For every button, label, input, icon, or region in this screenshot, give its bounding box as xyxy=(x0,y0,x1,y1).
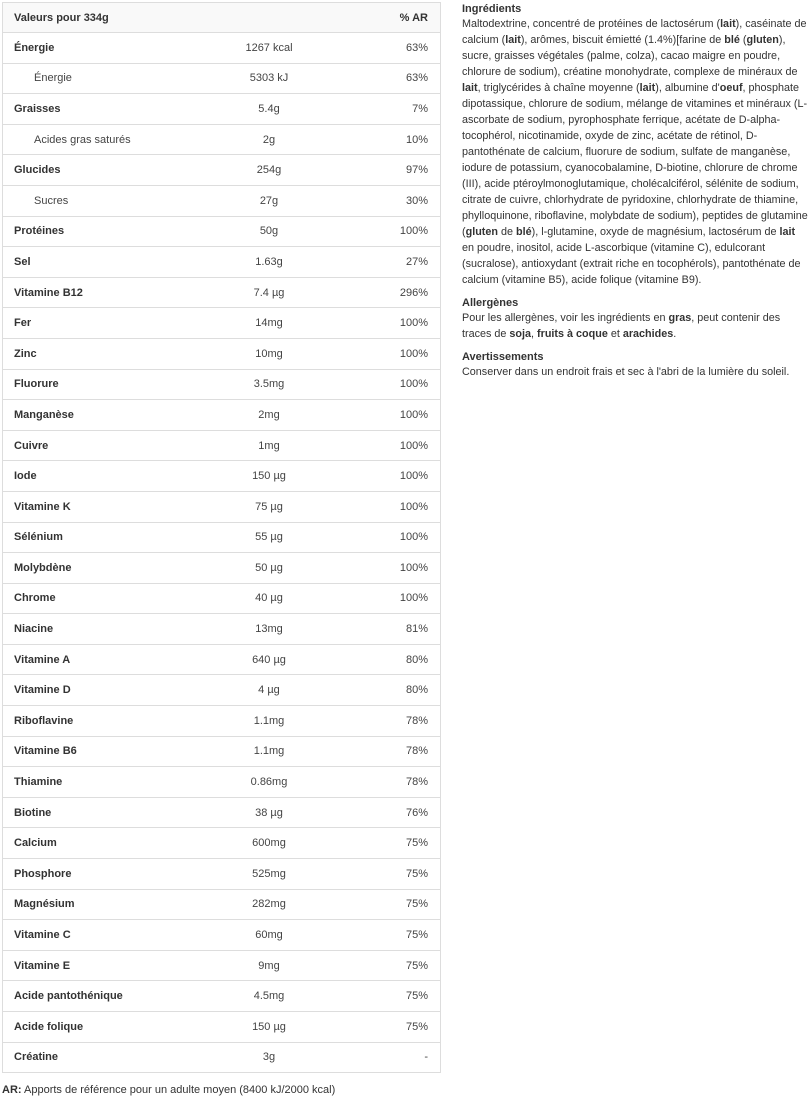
nutrient-name: Vitamine C xyxy=(3,920,184,951)
nutrient-name: Manganèse xyxy=(3,400,184,431)
nutrient-amount: 2mg xyxy=(184,400,354,431)
table-row xyxy=(3,767,440,798)
nutrient-ar-percent: 78% xyxy=(354,706,440,737)
ar-footnote xyxy=(2,1084,335,1096)
table-row xyxy=(3,675,440,706)
nutrient-name: Sel xyxy=(3,247,184,278)
table-row xyxy=(3,491,440,522)
allergen-highlight: lait xyxy=(779,226,796,238)
allergen-highlight: fruits à coque xyxy=(537,328,608,340)
table-row xyxy=(3,522,440,553)
nutrient-name: Biotine xyxy=(3,797,184,828)
nutrient-ar-percent: 27% xyxy=(354,247,440,278)
nutrient-ar-percent: 76% xyxy=(354,797,440,828)
nutrient-amount: 27g xyxy=(184,185,354,216)
footnote-label: AR: xyxy=(2,1084,22,1096)
nutrient-name: Magnésium xyxy=(3,889,184,920)
table-row xyxy=(3,216,440,247)
table-row xyxy=(3,185,440,216)
text-segment: ( xyxy=(739,34,747,46)
nutrient-name: Vitamine B12 xyxy=(3,277,184,308)
nutrient-amount: 1.63g xyxy=(184,247,354,278)
nutrient-ar-percent: 100% xyxy=(354,400,440,431)
table-row xyxy=(3,369,440,400)
table-row xyxy=(3,981,440,1012)
nutrient-name: Sélénium xyxy=(3,522,184,553)
warnings-text: Conserver dans un endroit frais et sec à l'abri de la lumière du soleil. xyxy=(462,366,790,378)
table-row xyxy=(3,1042,440,1072)
allergen-highlight: lait xyxy=(462,82,478,94)
nutrient-amount: 4.5mg xyxy=(184,981,354,1012)
header-ar: % AR xyxy=(354,3,440,33)
nutrient-name: Vitamine E xyxy=(3,950,184,981)
table-row xyxy=(3,124,440,155)
nutrient-ar-percent: 10% xyxy=(354,124,440,155)
nutrient-name: Riboflavine xyxy=(3,706,184,737)
table-row xyxy=(3,553,440,584)
nutrient-ar-percent: 75% xyxy=(354,1012,440,1043)
nutrient-name: Molybdène xyxy=(3,553,184,584)
nutrient-ar-percent: 296% xyxy=(354,277,440,308)
nutrient-ar-percent: 100% xyxy=(354,430,440,461)
product-info-column xyxy=(462,2,810,388)
text-segment: ), l-glutamine, oxyde de magnésium, lactosérum de xyxy=(531,226,780,238)
table-row xyxy=(3,706,440,737)
nutrient-ar-percent: 80% xyxy=(354,644,440,675)
allergens-text xyxy=(462,310,810,342)
nutrient-ar-percent: 78% xyxy=(354,767,440,798)
nutrient-ar-percent: 63% xyxy=(354,33,440,64)
nutrient-amount: 640 µg xyxy=(184,644,354,675)
nutrient-name: Graisses xyxy=(3,94,184,125)
nutrient-amount: 3g xyxy=(184,1042,354,1072)
table-row xyxy=(3,308,440,339)
nutrient-ar-percent: 100% xyxy=(354,461,440,492)
nutrient-amount: 7.4 µg xyxy=(184,277,354,308)
footnote-text: Apports de référence pour un adulte moyen (8400 kJ/2000 kcal) xyxy=(21,1084,336,1096)
nutrient-name: Zinc xyxy=(3,338,184,369)
table-row xyxy=(3,797,440,828)
nutrient-amount: 13mg xyxy=(184,614,354,645)
nutrient-ar-percent: 75% xyxy=(354,920,440,951)
nutrition-table xyxy=(3,3,440,1072)
nutrient-amount: 5.4g xyxy=(184,94,354,125)
nutrient-amount: 50g xyxy=(184,216,354,247)
text-segment: de xyxy=(498,226,517,238)
allergen-highlight: gluten xyxy=(465,226,498,238)
allergens-section xyxy=(462,296,810,342)
text-segment: , phosphate dipotassique, chlorure de sodium, mélange de vitamines et minéraux (L-ascorbate de sodium, pyrophosphate ferrique, acétate de D-alpha-tocophérol, nicotinamide, oxyde de zinc, acétate de rétinol, D-pantothénate de calcium, fluorure de sodium, sulfate de manganèse, iodure de potassium, cyanocobalamine, D-biotine, chlorure de chrome (III), acide ptéroylmonoglutamique, cholécalciférol, sélénite de sodium, citrate de cuivre, chlorhydrate de pyridoxine, chlorhydrate de thiamine, phylloquinone, riboflavine, molybdate de sodium), peptides de glutamine ( xyxy=(462,82,808,238)
nutrient-amount: 10mg xyxy=(184,338,354,369)
nutrient-amount: 150 µg xyxy=(184,1012,354,1043)
allergen-highlight: lait xyxy=(505,34,521,46)
nutrient-name: Phosphore xyxy=(3,859,184,890)
text-segment: ), sucre, graisses végétales (palme, colza), cacao maigre en poudre, chlorure de sodium), créatine monohydrate, complexe de minéraux de xyxy=(462,34,798,78)
header-label: Valeurs pour 334g xyxy=(3,3,184,33)
table-row xyxy=(3,400,440,431)
table-row xyxy=(3,859,440,890)
allergen-highlight: oeuf xyxy=(719,82,743,94)
nutrient-ar-percent: 100% xyxy=(354,216,440,247)
text-segment: Pour les allergènes, voir les ingrédients en xyxy=(462,312,669,324)
nutrient-amount: 14mg xyxy=(184,308,354,339)
ingredients-section xyxy=(462,2,810,288)
table-row xyxy=(3,461,440,492)
text-segment: ), caséinate de calcium ( xyxy=(462,18,807,46)
nutrient-amount: 75 µg xyxy=(184,491,354,522)
nutrient-ar-percent: 97% xyxy=(354,155,440,186)
nutrient-amount: 55 µg xyxy=(184,522,354,553)
table-row xyxy=(3,1012,440,1043)
nutrient-name: Protéines xyxy=(3,216,184,247)
nutrient-name: Acide pantothénique xyxy=(3,981,184,1012)
ingredients-title: Ingrédients xyxy=(462,3,522,15)
nutrient-ar-percent: 75% xyxy=(354,859,440,890)
nutrient-name: Vitamine K xyxy=(3,491,184,522)
nutrient-amount: 5303 kJ xyxy=(184,63,354,94)
nutrient-amount: 9mg xyxy=(184,950,354,981)
text-segment: et xyxy=(607,328,623,340)
nutrition-table-container xyxy=(2,2,441,1073)
nutrient-ar-percent: 100% xyxy=(354,338,440,369)
nutrient-amount: 60mg xyxy=(184,920,354,951)
nutrient-name: Vitamine B6 xyxy=(3,736,184,767)
table-row xyxy=(3,920,440,951)
nutrient-amount: 38 µg xyxy=(184,797,354,828)
table-row xyxy=(3,247,440,278)
nutrient-name: Vitamine D xyxy=(3,675,184,706)
nutrient-name: Fer xyxy=(3,308,184,339)
nutrient-ar-percent: 100% xyxy=(354,522,440,553)
nutrient-name: Acides gras saturés xyxy=(3,124,184,155)
nutrient-ar-percent: - xyxy=(354,1042,440,1072)
nutrient-ar-percent: 75% xyxy=(354,950,440,981)
allergen-highlight: gluten xyxy=(746,34,779,46)
allergen-highlight: lait xyxy=(639,82,656,94)
allergen-highlight: blé xyxy=(724,34,740,46)
table-row xyxy=(3,828,440,859)
nutrient-ar-percent: 30% xyxy=(354,185,440,216)
nutrient-name: Chrome xyxy=(3,583,184,614)
text-segment: , xyxy=(531,328,538,340)
nutrition-table-header-row xyxy=(3,3,440,33)
nutrition-table-body xyxy=(3,33,440,1073)
nutrient-name: Acide folique xyxy=(3,1012,184,1043)
table-row xyxy=(3,155,440,186)
nutrient-name: Cuivre xyxy=(3,430,184,461)
nutrient-name: Calcium xyxy=(3,828,184,859)
allergens-title: Allergènes xyxy=(462,297,519,309)
nutrient-amount: 50 µg xyxy=(184,553,354,584)
nutrient-ar-percent: 100% xyxy=(354,553,440,584)
nutrient-ar-percent: 80% xyxy=(354,675,440,706)
nutrient-amount: 600mg xyxy=(184,828,354,859)
table-row xyxy=(3,33,440,64)
table-row xyxy=(3,430,440,461)
allergen-highlight: gras xyxy=(668,312,692,324)
table-row xyxy=(3,614,440,645)
nutrient-amount: 1mg xyxy=(184,430,354,461)
nutrient-ar-percent: 63% xyxy=(354,63,440,94)
nutrient-ar-percent: 100% xyxy=(354,308,440,339)
text-segment: Maltodextrine, concentré de protéines de lactosérum ( xyxy=(462,18,721,30)
nutrient-ar-percent: 78% xyxy=(354,736,440,767)
nutrient-amount: 1.1mg xyxy=(184,706,354,737)
text-segment: ), albumine d' xyxy=(655,82,720,94)
text-segment: , triglycérides à chaîne moyenne ( xyxy=(477,82,640,94)
table-row xyxy=(3,338,440,369)
nutrient-amount: 3.5mg xyxy=(184,369,354,400)
nutrient-ar-percent: 75% xyxy=(354,889,440,920)
nutrient-amount: 1.1mg xyxy=(184,736,354,767)
warnings-title: Avertissements xyxy=(462,351,544,363)
ingredients-text xyxy=(462,16,810,288)
nutrient-name: Sucres xyxy=(3,185,184,216)
nutrient-amount: 254g xyxy=(184,155,354,186)
text-segment: en poudre, inositol, acide L-ascorbique (vitamine C), edulcorant (sucralose), antioxydant (extrait riche en tocophérols), pantothénate de calcium (vitamine B5), acide folique (vitamine B9). xyxy=(462,242,801,286)
nutrient-name: Énergie xyxy=(3,33,184,64)
table-row xyxy=(3,889,440,920)
nutrient-name: Vitamine A xyxy=(3,644,184,675)
nutrient-amount: 150 µg xyxy=(184,461,354,492)
nutrient-ar-percent: 100% xyxy=(354,491,440,522)
nutrient-name: Fluorure xyxy=(3,369,184,400)
nutrient-amount: 0.86mg xyxy=(184,767,354,798)
allergen-highlight: arachides xyxy=(622,328,674,340)
nutrient-name: Thiamine xyxy=(3,767,184,798)
nutrient-amount: 2g xyxy=(184,124,354,155)
table-row xyxy=(3,277,440,308)
nutrient-name: Glucides xyxy=(3,155,184,186)
nutrient-amount: 4 µg xyxy=(184,675,354,706)
nutrient-name: Énergie xyxy=(3,63,184,94)
allergen-highlight: soja xyxy=(509,328,532,340)
table-row xyxy=(3,583,440,614)
nutrient-ar-percent: 75% xyxy=(354,828,440,859)
text-segment: . xyxy=(673,328,677,340)
text-segment: , peut contenir des traces de xyxy=(462,312,781,340)
nutrient-ar-percent: 75% xyxy=(354,981,440,1012)
allergen-highlight: lait xyxy=(720,18,736,30)
nutrient-amount: 282mg xyxy=(184,889,354,920)
allergen-highlight: blé xyxy=(516,226,532,238)
nutrient-ar-percent: 81% xyxy=(354,614,440,645)
nutrient-name: Créatine xyxy=(3,1042,184,1072)
nutrient-ar-percent: 100% xyxy=(354,369,440,400)
nutrient-name: Iode xyxy=(3,461,184,492)
text-segment: ), arômes, biscuit émietté (1.4%)[farine de xyxy=(520,34,725,46)
table-row xyxy=(3,950,440,981)
table-row xyxy=(3,644,440,675)
header-value xyxy=(184,3,354,33)
table-row xyxy=(3,736,440,767)
warnings-section xyxy=(462,350,810,380)
nutrient-name: Niacine xyxy=(3,614,184,645)
nutrient-amount: 525mg xyxy=(184,859,354,890)
nutrient-ar-percent: 7% xyxy=(354,94,440,125)
nutrient-amount: 1267 kcal xyxy=(184,33,354,64)
nutrient-amount: 40 µg xyxy=(184,583,354,614)
table-row xyxy=(3,63,440,94)
nutrient-ar-percent: 100% xyxy=(354,583,440,614)
table-row xyxy=(3,94,440,125)
